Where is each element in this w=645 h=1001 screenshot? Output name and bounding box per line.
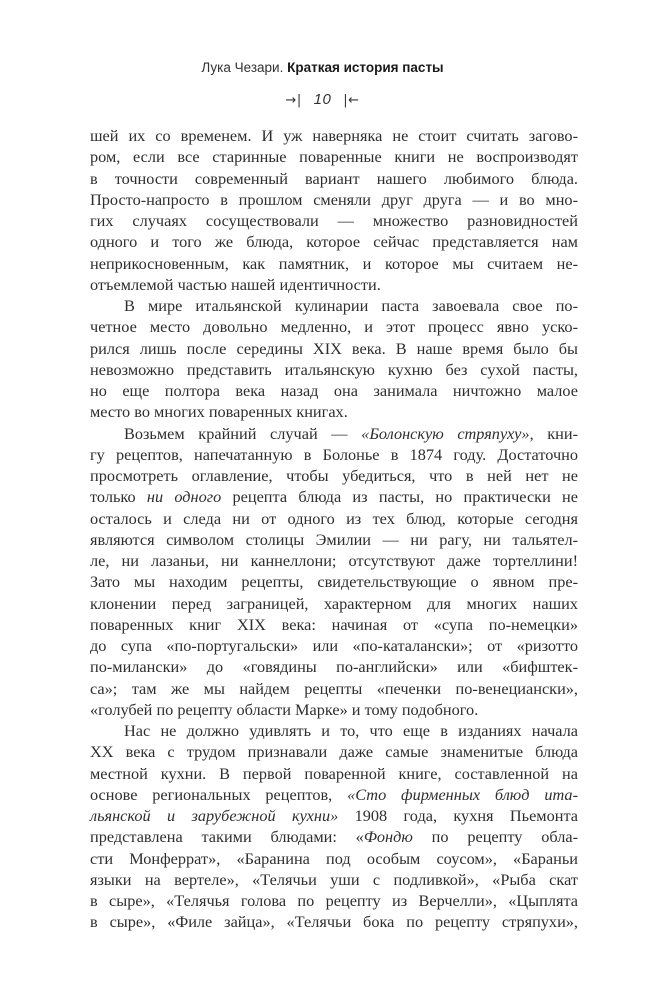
text-line: основе региональных рецептов, «Сто фирменных блюд ита- [90,784,578,804]
text-line: Зато мы находим рецепты, свидетельствующие о явном пре- [90,572,578,592]
paragraph [90,423,578,721]
text-line: Нас не должно удивлять и то, что еще в изданиях начала [124,721,578,740]
text-line: в точности современный вариант нашего любимого блюда. [90,168,578,188]
text-line: поваренных книг XIX века: начиная от «супа по-немецки» [90,614,578,634]
text-line: одного и того же блюда, которое сейчас представляется нам [90,232,578,252]
text-line: ром, если все старинные поваренные книги не воспроизводят [90,147,578,167]
text-line: языки на вертеле», «Телячьи уши с подливкой», «Рыба скат [90,869,578,889]
text-line: но еще полтора века назад она занимала ничтожно малое [90,381,578,400]
text-line: гу рецептов, напечатанную в Болонье в 1874 году. Достаточно [90,444,578,464]
italic-title: ни одного [146,487,222,507]
text-line: гих случаях сосуществовали — множество разновидностей [90,211,578,230]
text-line: представлена такими блюдами: «Фондю по рецепту обла- [90,827,578,847]
text-line: отъемлемой частью нашей идентичности. [90,274,381,294]
text-line: шей их со временем. И уж наверняка не стоит считать загово- [90,126,578,145]
running-head [0,60,645,75]
text-line: «голубей по рецепту области Марке» и тому подобного. [90,699,479,719]
text-line: четное место довольно медленно, и этот процесс явно уско- [90,317,578,337]
text-line: неприкосновенным, как памятник, и которое мы считаем не- [90,253,578,273]
text-line: невозможно представить итальянскую кухню без сухой пасты, [90,359,578,379]
paragraph [90,125,578,295]
text-line: только ни одного рецепта блюда из пасты, но практически не [90,487,578,507]
text-line: осталось и следа ни от одного из тех блюд, которые сегодня [90,508,578,528]
italic-title: «Сто фирменных блюд ита- [347,784,578,804]
text-line: ле, ни лазаньи, ни каннеллони; отсутствуют даже тортеллини! [90,551,578,570]
text-line: рился лишь после середины XIX века. В наше время было бы [90,338,578,358]
text-line: в сыре», «Филе зайца», «Телячьи бока по рецепту стряпухи», [90,912,578,932]
page-folio [0,91,645,108]
arrow-left-from-bar-icon: |← [343,93,360,108]
text-line: льянской и зарубежной кухни» 1908 года, кухня Пьемонта [90,806,578,825]
italic-title: «Болонскую стряпуху» [361,423,530,443]
paragraph [90,720,578,933]
running-head-author: Лука Чезари. [201,60,284,75]
text-line: место во многих поваренных книгах. [90,402,348,422]
italic-title: льянской и зарубежной кухни» [90,806,339,825]
arrow-right-to-bar-icon: →| [285,93,302,108]
text-line: по-милански» до «говядины по-английски» или «бифштек- [90,657,578,677]
text-line: клонении перед заграницей, характерном для многих наших [90,593,578,613]
text-line: В мире итальянской кулинарии паста завоевала свое по- [124,296,578,315]
text-line: Просто-напросто в прошлом сменяли друг друга — и во мно- [90,189,578,209]
text-line: са»; там же мы найдем рецепты «печенки по-венециански», [90,678,578,698]
text-line: являются символом столицы Эмилии — ни рагу, ни тальятел- [90,529,578,549]
page-body-text [90,125,578,933]
text-line: просмотреть оглавление, чтобы убедиться, что в ней нет не [90,466,578,485]
page-number: 10 [313,91,332,108]
text-line: Возьмем крайний случай — «Болонскую стряпуху», кни- [124,423,579,443]
text-line: сти Монферрат», «Баранина под особым соусом», «Бараньи [90,848,578,868]
paragraph [90,295,578,423]
text-line: XX века с трудом признавали даже самые знаменитые блюда [90,742,578,762]
italic-title: Фондю [363,827,413,847]
running-head-book-title: Краткая история пасты [287,60,444,75]
text-line: в сыре», «Телячья голова по рецепту из Верчелли», «Цыплята [90,891,578,910]
text-line: до супа «по-португальски» или «по-каталански»; от «ризотто [90,636,578,655]
text-line: местной кухни. В первой поваренной книге, составленной на [90,763,578,783]
